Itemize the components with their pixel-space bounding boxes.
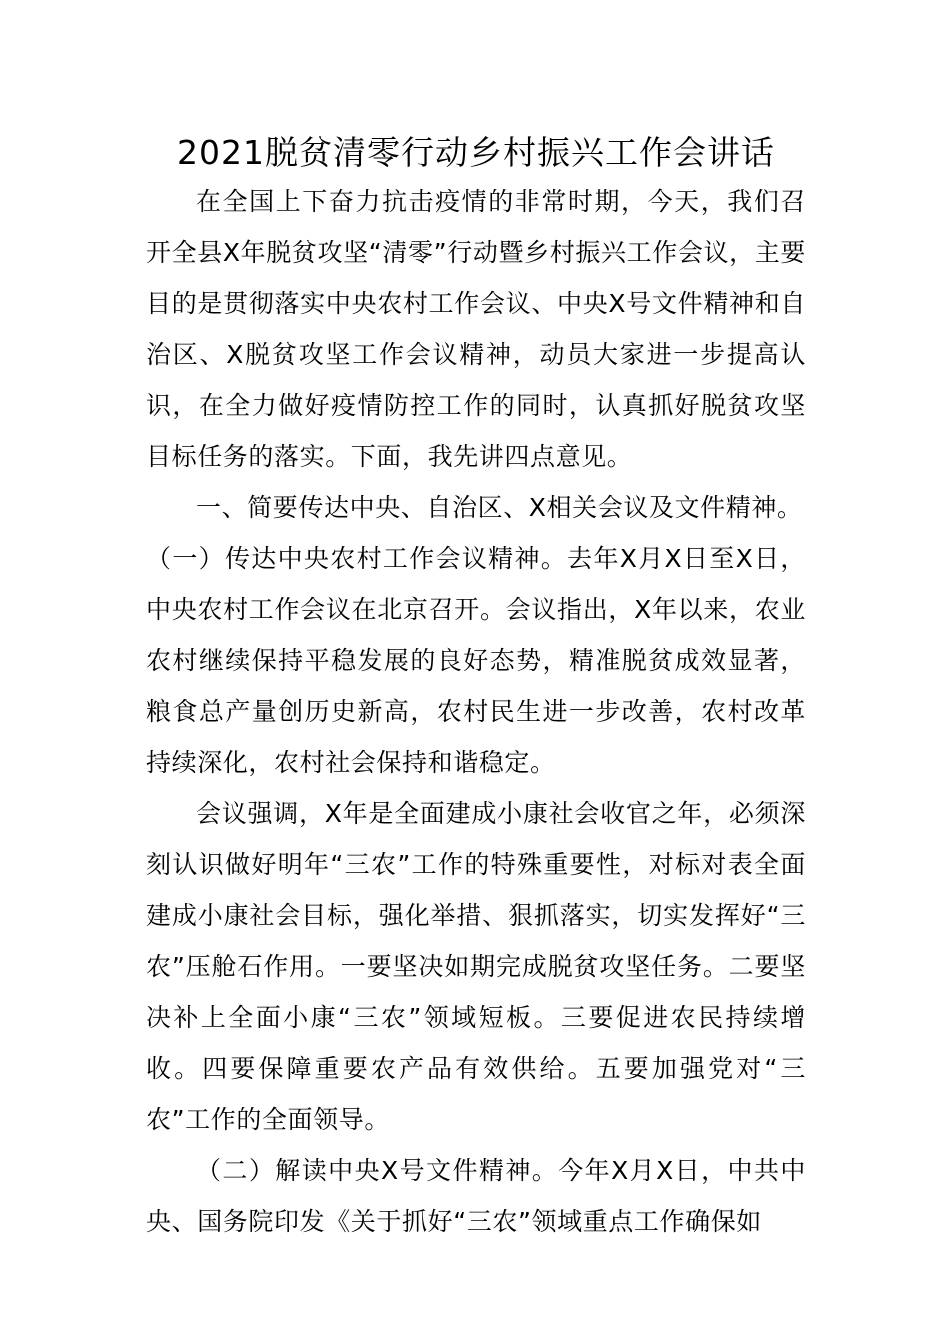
paragraph-central-rural-meeting: （一）传达中央农村工作会议精神。去年X月X日至X日，中央农村工作会议在北京召开。会议指出，X年以来，农业农村继续保持平稳发展的良好态势，精准脱贫成效显著，粮食总产量创历史新高，农村民生进一步改善，农村改革持续深化，农村社会保持和谐稳定。 <box>146 544 806 777</box>
document-title: 2021脱贫清零行动乡村振兴工作会讲话 <box>177 133 775 172</box>
paragraph-document-interpretation: （二）解读中央X号文件精神。今年X月X日，中共中央、国务院印发《关于抓好“三农”领域重点工作确保如 <box>146 1156 806 1236</box>
section-heading-1: 一、简要传达中央、自治区、X相关会议及文件精神。 <box>196 493 803 522</box>
paragraph-opening: 在全国上下奋力抗击疫情的非常时期，今天，我们召开全县X年脱贫攻坚“清零”行动暨乡村振兴工作会议，主要目的是贯彻落实中央农村工作会议、中央X号文件精神和自治区、X脱贫攻坚工作会议精神，动员大家进一步提高认识，在全力做好疫情防控工作的同时，认真抓好脱贫攻坚目标任务的落实。下面，我先讲四点意见。 <box>146 187 806 471</box>
paragraph-meeting-emphasis: 会议强调，X年是全面建成小康社会收官之年，必须深刻认识做好明年“三农”工作的特殊重要性，对标对表全面建成小康社会目标，强化举措、狠抓落实，切实发挥好“三农”压舱石作用。一要坚决如期完成脱贫攻坚任务。二要坚决补上全面小康“三农”领域短板。三要促进农民持续增收。四要保障重要农产品有效供给。五要加强党对“三农”工作的全面领导。 <box>146 799 806 1134</box>
document-body <box>146 130 806 1247</box>
